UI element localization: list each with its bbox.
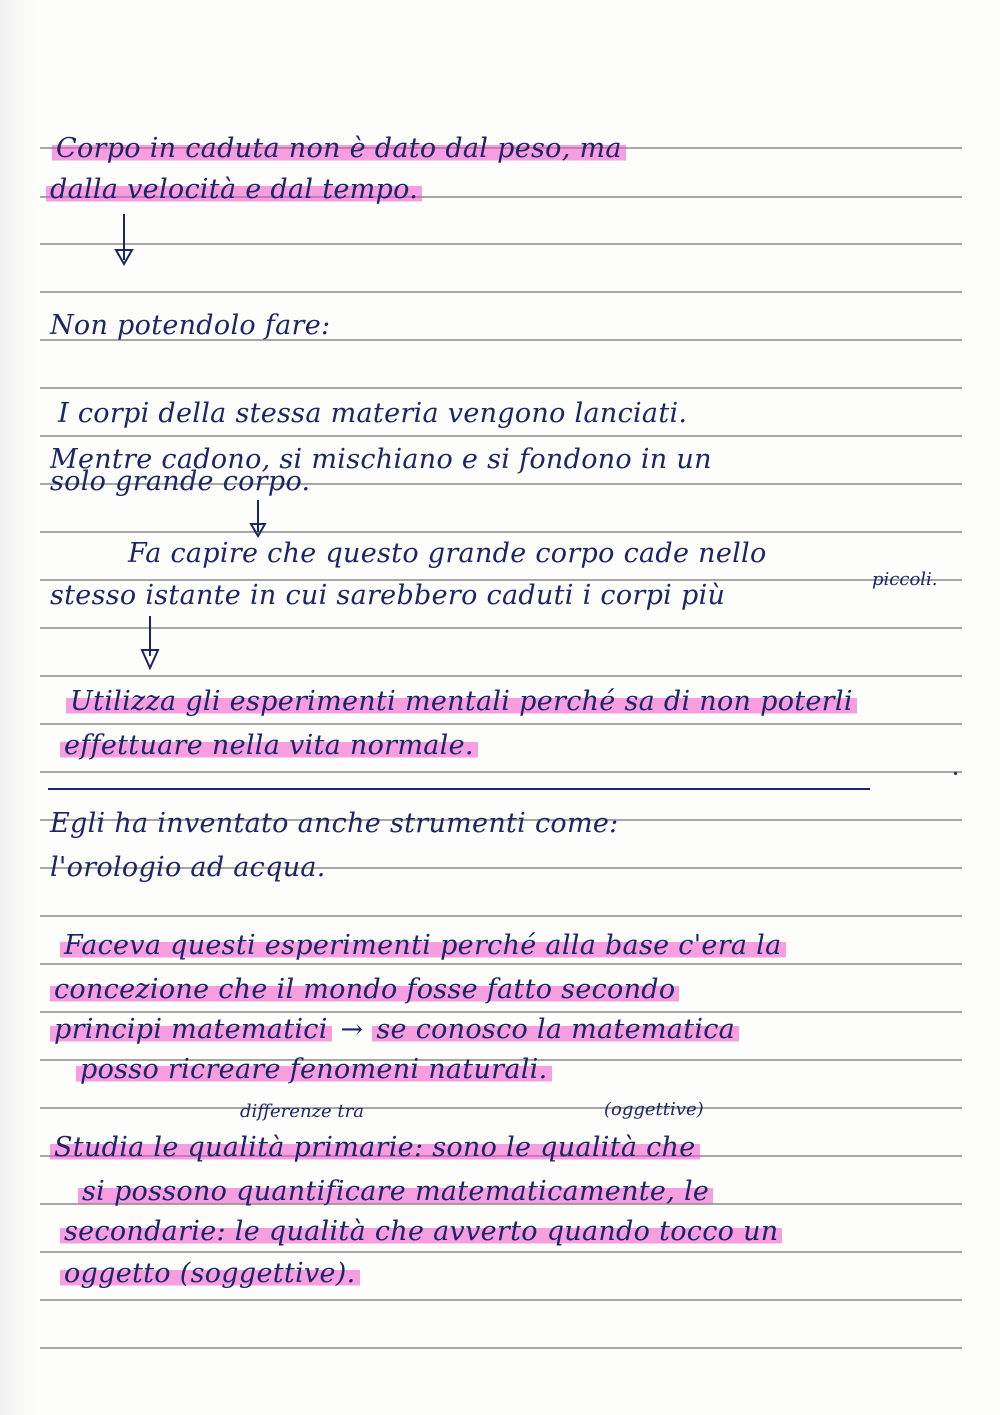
highlight: Faceva questi esperimenti perché alla base c'era la xyxy=(60,930,786,961)
highlight: si possono quantificare matematicamente, le xyxy=(78,1176,713,1207)
note-line-4: I corpi della stessa materia vengono lanciati. xyxy=(58,398,688,429)
highlight: dalla velocità e dal tempo. xyxy=(46,174,422,205)
note-line-8: stesso istante in cui sarebbero caduti i corpi più xyxy=(50,580,726,611)
note-line-16 xyxy=(76,1054,552,1086)
page-edge-shadow xyxy=(0,0,38,1415)
down-arrow-icon xyxy=(248,498,268,542)
down-arrow-icon xyxy=(114,212,134,272)
note-line-9 xyxy=(66,686,857,718)
highlight: concezione che il mondo fosse fatto secondo xyxy=(50,974,679,1005)
note-line-15 xyxy=(50,1014,739,1046)
down-arrow-icon xyxy=(140,614,160,674)
note-line-11: Egli ha inventato anche strumenti come: xyxy=(50,808,619,839)
highlight: effettuare nella vita normale. xyxy=(60,730,478,761)
note-differenze-tra: differenze tra xyxy=(240,1101,364,1122)
right-arrow-icon: → xyxy=(340,1014,364,1045)
note-line-6-text: solo grande corpo. xyxy=(50,466,311,497)
note-line-18 xyxy=(78,1176,713,1208)
highlight: Studia le qualità primarie: sono le qualità che xyxy=(50,1132,700,1163)
note-line-12: l'orologio ad acqua. xyxy=(50,852,326,883)
highlight: Utilizza gli esperimenti mentali perché sa di non poterli xyxy=(66,686,857,717)
highlight: secondarie: le qualità che avverto quando tocco un xyxy=(60,1216,782,1247)
note-superscript-piccoli: piccoli. xyxy=(872,569,938,590)
note-line-13 xyxy=(60,930,786,962)
note-line-17 xyxy=(50,1132,700,1164)
note-line-2 xyxy=(46,174,422,206)
note-line-1 xyxy=(52,133,626,165)
section-divider xyxy=(48,788,870,790)
note-line-10 xyxy=(60,730,478,762)
highlight: Corpo in caduta non è dato dal peso, ma xyxy=(52,133,626,164)
ink-dot xyxy=(954,772,957,775)
note-line-3: Non potendolo fare: xyxy=(50,310,331,341)
highlight: se conosco la matematica xyxy=(372,1014,739,1045)
note-oggettive: (oggettive) xyxy=(604,1099,704,1120)
note-line-14 xyxy=(50,974,679,1006)
note-line-20 xyxy=(60,1258,360,1290)
highlight: posso ricreare fenomeni naturali. xyxy=(76,1054,552,1085)
note-line-5: Mentre cadono, si mischiano e si fondono in un xyxy=(50,444,712,475)
highlight: principi matematici xyxy=(50,1014,332,1045)
note-line-19 xyxy=(60,1216,782,1248)
note-line-7: Fa capire che questo grande corpo cade nello xyxy=(128,538,767,569)
highlight: oggetto (soggettive). xyxy=(60,1258,360,1289)
